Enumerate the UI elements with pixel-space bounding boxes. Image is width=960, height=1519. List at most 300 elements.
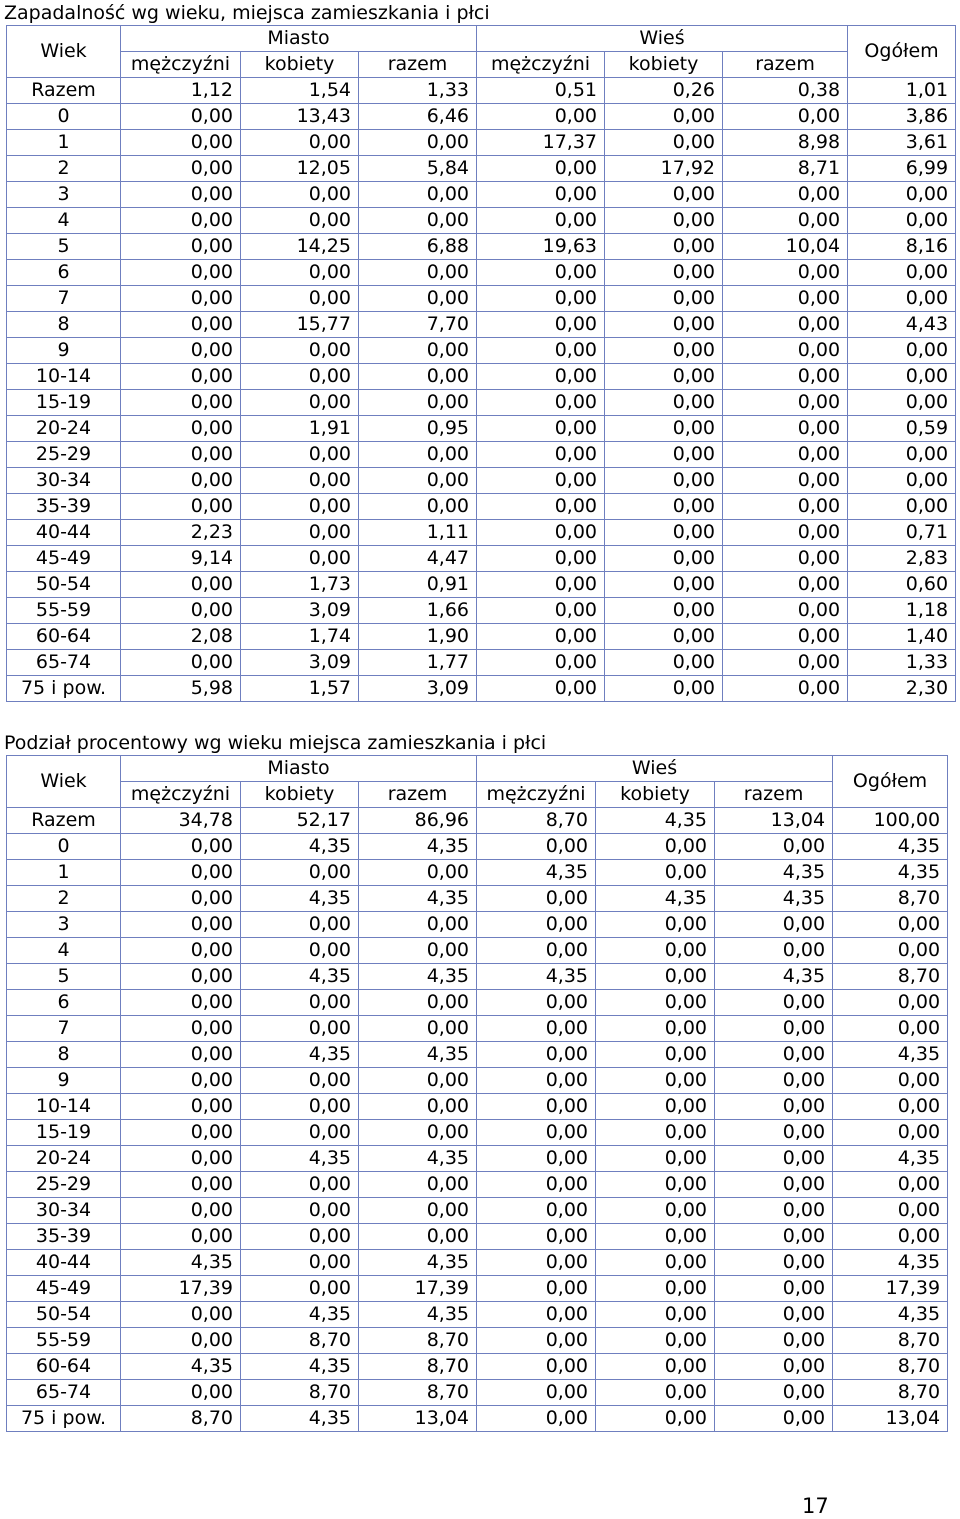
value-cell: 0,00	[477, 1224, 596, 1250]
value-cell: 0,00	[121, 312, 241, 338]
value-cell: 0,00	[121, 860, 241, 886]
age-group-cell: 75 i pow.	[7, 1406, 121, 1432]
value-cell: 0,00	[833, 990, 948, 1016]
header-village-sum: razem	[723, 52, 848, 78]
value-cell: 0,00	[477, 676, 605, 702]
value-cell: 8,70	[121, 1406, 241, 1432]
value-cell: 0,95	[359, 416, 477, 442]
value-cell: 0,00	[121, 834, 241, 860]
value-cell: 0,00	[596, 1198, 715, 1224]
header-village-women: kobiety	[596, 782, 715, 808]
value-cell: 0,00	[477, 1198, 596, 1224]
value-cell: 1,91	[241, 416, 359, 442]
table-row	[7, 1302, 948, 1328]
value-cell: 4,35	[715, 860, 833, 886]
value-cell: 0,00	[121, 130, 241, 156]
value-cell: 0,00	[359, 338, 477, 364]
value-cell: 0,00	[833, 1094, 948, 1120]
value-cell: 0,00	[715, 1146, 833, 1172]
value-cell: 19,63	[477, 234, 605, 260]
value-cell: 4,35	[121, 1354, 241, 1380]
header-village: Wieś	[477, 756, 833, 782]
header-village: Wieś	[477, 26, 848, 52]
table-row	[7, 990, 948, 1016]
value-cell: 0,00	[477, 468, 605, 494]
table-row	[7, 1146, 948, 1172]
value-cell: 4,35	[359, 1146, 477, 1172]
age-group-cell: 35-39	[7, 1224, 121, 1250]
value-cell: 0,00	[723, 624, 848, 650]
age-group-cell: 0	[7, 104, 121, 130]
table-row	[7, 104, 956, 130]
value-cell: 0,00	[241, 520, 359, 546]
value-cell: 0,00	[715, 1042, 833, 1068]
value-cell: 1,40	[848, 624, 956, 650]
percentage-table	[6, 755, 948, 1432]
table-row	[7, 312, 956, 338]
value-cell: 0,00	[715, 834, 833, 860]
value-cell: 17,39	[833, 1276, 948, 1302]
value-cell: 8,70	[477, 808, 596, 834]
age-group-cell: 0	[7, 834, 121, 860]
age-group-cell: 40-44	[7, 1250, 121, 1276]
value-cell: 0,00	[121, 964, 241, 990]
value-cell: 1,77	[359, 650, 477, 676]
value-cell: 0,00	[848, 442, 956, 468]
table-row	[7, 520, 956, 546]
value-cell: 0,00	[241, 1120, 359, 1146]
value-cell: 0,00	[477, 520, 605, 546]
age-group-cell: 3	[7, 912, 121, 938]
value-cell: 86,96	[359, 808, 477, 834]
value-cell: 4,35	[596, 886, 715, 912]
value-cell: 0,00	[605, 624, 723, 650]
value-cell: 0,00	[605, 234, 723, 260]
value-cell: 8,70	[833, 1380, 948, 1406]
value-cell: 0,00	[723, 650, 848, 676]
value-cell: 52,17	[241, 808, 359, 834]
value-cell: 0,00	[715, 1406, 833, 1432]
value-cell: 4,35	[715, 964, 833, 990]
table-row	[7, 938, 948, 964]
value-cell: 0,00	[723, 338, 848, 364]
value-cell: 0,00	[715, 1094, 833, 1120]
value-cell: 0,00	[121, 650, 241, 676]
age-group-cell: 7	[7, 1016, 121, 1042]
value-cell: 0,00	[723, 390, 848, 416]
table-row	[7, 364, 956, 390]
value-cell: 1,73	[241, 572, 359, 598]
value-cell: 0,00	[477, 1380, 596, 1406]
table-row	[7, 390, 956, 416]
value-cell: 0,00	[605, 598, 723, 624]
value-cell: 0,00	[605, 338, 723, 364]
value-cell: 0,00	[848, 390, 956, 416]
value-cell: 0,00	[596, 834, 715, 860]
table-row	[7, 546, 956, 572]
value-cell: 0,00	[715, 1016, 833, 1042]
age-group-cell: Razem	[7, 78, 121, 104]
value-cell: 17,39	[359, 1276, 477, 1302]
table-row	[7, 1354, 948, 1380]
value-cell: 0,00	[477, 390, 605, 416]
value-cell: 4,35	[241, 1302, 359, 1328]
value-cell: 0,00	[605, 286, 723, 312]
table-row	[7, 494, 956, 520]
value-cell: 0,00	[121, 442, 241, 468]
value-cell: 0,00	[359, 208, 477, 234]
age-group-cell: 30-34	[7, 468, 121, 494]
value-cell: 4,35	[833, 1042, 948, 1068]
value-cell: 0,00	[715, 938, 833, 964]
value-cell: 3,61	[848, 130, 956, 156]
value-cell: 0,00	[359, 1120, 477, 1146]
value-cell: 0,00	[723, 364, 848, 390]
value-cell: 0,00	[477, 286, 605, 312]
value-cell: 34,78	[121, 808, 241, 834]
value-cell: 0,00	[477, 494, 605, 520]
value-cell: 0,59	[848, 416, 956, 442]
value-cell: 0,00	[121, 156, 241, 182]
value-cell: 0,00	[596, 1224, 715, 1250]
table-row	[7, 208, 956, 234]
value-cell: 0,00	[121, 416, 241, 442]
value-cell: 0,00	[848, 494, 956, 520]
value-cell: 0,00	[121, 1302, 241, 1328]
value-cell: 13,43	[241, 104, 359, 130]
value-cell: 0,00	[723, 494, 848, 520]
age-group-cell: 45-49	[7, 1276, 121, 1302]
value-cell: 5,98	[121, 676, 241, 702]
table-row	[7, 234, 956, 260]
value-cell: 0,00	[121, 494, 241, 520]
value-cell: 0,00	[121, 364, 241, 390]
table-row	[7, 1406, 948, 1432]
value-cell: 0,00	[121, 104, 241, 130]
value-cell: 0,00	[477, 1068, 596, 1094]
value-cell: 0,00	[241, 442, 359, 468]
value-cell: 17,92	[605, 156, 723, 182]
age-group-cell: Razem	[7, 808, 121, 834]
age-group-cell: 35-39	[7, 494, 121, 520]
value-cell: 4,35	[359, 1042, 477, 1068]
value-cell: 0,00	[723, 260, 848, 286]
value-cell: 6,99	[848, 156, 956, 182]
age-group-cell: 6	[7, 990, 121, 1016]
value-cell: 0,00	[241, 546, 359, 572]
value-cell: 0,00	[359, 390, 477, 416]
value-cell: 0,00	[359, 860, 477, 886]
value-cell: 0,00	[121, 572, 241, 598]
value-cell: 0,00	[477, 598, 605, 624]
value-cell: 8,70	[241, 1380, 359, 1406]
value-cell: 0,00	[241, 364, 359, 390]
value-cell: 0,00	[121, 990, 241, 1016]
value-cell: 0,00	[605, 260, 723, 286]
value-cell: 1,74	[241, 624, 359, 650]
value-cell: 0,00	[596, 1250, 715, 1276]
value-cell: 9,14	[121, 546, 241, 572]
incidence-table-title: Zapadalność wg wieku, miejsca zamieszkania i płci	[4, 2, 490, 24]
value-cell: 0,00	[477, 182, 605, 208]
table-row	[7, 1198, 948, 1224]
value-cell: 0,00	[241, 494, 359, 520]
value-cell: 0,00	[121, 208, 241, 234]
value-cell: 0,00	[596, 1068, 715, 1094]
value-cell: 0,00	[723, 312, 848, 338]
value-cell: 4,35	[833, 834, 948, 860]
age-group-cell: 55-59	[7, 598, 121, 624]
value-cell: 0,00	[833, 1016, 948, 1042]
table-row	[7, 442, 956, 468]
value-cell: 7,70	[359, 312, 477, 338]
value-cell: 0,00	[605, 468, 723, 494]
value-cell: 0,00	[241, 860, 359, 886]
value-cell: 0,00	[596, 1172, 715, 1198]
value-cell: 4,35	[241, 1042, 359, 1068]
value-cell: 0,00	[715, 1380, 833, 1406]
value-cell: 4,35	[833, 1302, 948, 1328]
value-cell: 4,43	[848, 312, 956, 338]
percentage-table-title: Podział procentowy wg wieku miejsca zamieszkania i płci	[4, 732, 547, 754]
value-cell: 0,00	[605, 364, 723, 390]
value-cell: 0,00	[833, 912, 948, 938]
value-cell: 0,00	[121, 260, 241, 286]
value-cell: 0,00	[596, 1354, 715, 1380]
value-cell: 0,00	[477, 1172, 596, 1198]
value-cell: 0,00	[477, 1120, 596, 1146]
value-cell: 0,00	[596, 1094, 715, 1120]
age-group-cell: 2	[7, 886, 121, 912]
value-cell: 4,35	[596, 808, 715, 834]
table-row	[7, 130, 956, 156]
value-cell: 0,00	[477, 1354, 596, 1380]
value-cell: 0,00	[359, 182, 477, 208]
value-cell: 0,00	[359, 130, 477, 156]
value-cell: 0,00	[605, 546, 723, 572]
value-cell: 3,86	[848, 104, 956, 130]
value-cell: 0,00	[715, 1276, 833, 1302]
value-cell: 0,00	[121, 912, 241, 938]
value-cell: 3,09	[359, 676, 477, 702]
incidence-table-body	[7, 78, 956, 702]
value-cell: 0,00	[833, 1172, 948, 1198]
value-cell: 0,00	[605, 494, 723, 520]
value-cell: 4,35	[241, 1354, 359, 1380]
value-cell: 8,70	[833, 964, 948, 990]
value-cell: 0,00	[359, 260, 477, 286]
value-cell: 0,00	[121, 1068, 241, 1094]
value-cell: 1,12	[121, 78, 241, 104]
value-cell: 0,00	[477, 338, 605, 364]
value-cell: 0,00	[241, 130, 359, 156]
value-cell: 0,00	[477, 990, 596, 1016]
value-cell: 8,98	[723, 130, 848, 156]
value-cell: 0,00	[723, 416, 848, 442]
value-cell: 0,00	[477, 364, 605, 390]
value-cell: 0,00	[833, 1224, 948, 1250]
table-row	[7, 156, 956, 182]
value-cell: 0,00	[605, 572, 723, 598]
value-cell: 0,71	[848, 520, 956, 546]
value-cell: 4,35	[833, 860, 948, 886]
value-cell: 4,35	[359, 1302, 477, 1328]
value-cell: 0,00	[596, 860, 715, 886]
age-group-cell: 9	[7, 1068, 121, 1094]
value-cell: 0,00	[477, 1146, 596, 1172]
value-cell: 4,35	[241, 1146, 359, 1172]
value-cell: 13,04	[715, 808, 833, 834]
value-cell: 0,00	[121, 1146, 241, 1172]
value-cell: 0,00	[596, 1042, 715, 1068]
value-cell: 0,00	[833, 1120, 948, 1146]
value-cell: 0,00	[241, 1224, 359, 1250]
value-cell: 0,00	[715, 990, 833, 1016]
age-group-cell: 55-59	[7, 1328, 121, 1354]
table-row	[7, 1094, 948, 1120]
age-group-cell: 25-29	[7, 442, 121, 468]
value-cell: 0,00	[359, 1016, 477, 1042]
value-cell: 0,00	[121, 1016, 241, 1042]
value-cell: 0,00	[241, 1016, 359, 1042]
value-cell: 0,00	[596, 964, 715, 990]
header-city: Miasto	[121, 756, 477, 782]
age-group-cell: 15-19	[7, 390, 121, 416]
value-cell: 1,18	[848, 598, 956, 624]
value-cell: 8,71	[723, 156, 848, 182]
value-cell: 0,00	[723, 676, 848, 702]
value-cell: 0,00	[477, 938, 596, 964]
value-cell: 0,00	[723, 104, 848, 130]
value-cell: 4,35	[359, 834, 477, 860]
value-cell: 0,00	[359, 286, 477, 312]
value-cell: 0,00	[848, 208, 956, 234]
age-group-cell: 65-74	[7, 1380, 121, 1406]
value-cell: 0,00	[241, 1276, 359, 1302]
value-cell: 0,00	[477, 886, 596, 912]
percentage-table-body	[7, 808, 948, 1432]
header-city-men: mężczyźni	[121, 52, 241, 78]
value-cell: 15,77	[241, 312, 359, 338]
value-cell: 1,90	[359, 624, 477, 650]
value-cell: 6,88	[359, 234, 477, 260]
value-cell: 0,00	[848, 364, 956, 390]
value-cell: 2,08	[121, 624, 241, 650]
value-cell: 0,00	[715, 1224, 833, 1250]
age-group-cell: 25-29	[7, 1172, 121, 1198]
value-cell: 0,00	[359, 364, 477, 390]
value-cell: 0,00	[121, 1120, 241, 1146]
age-group-cell: 8	[7, 312, 121, 338]
value-cell: 0,00	[241, 182, 359, 208]
value-cell: 0,00	[241, 338, 359, 364]
table-row	[7, 624, 956, 650]
age-group-cell: 65-74	[7, 650, 121, 676]
value-cell: 17,39	[121, 1276, 241, 1302]
header-city-sum: razem	[359, 782, 477, 808]
age-group-cell: 9	[7, 338, 121, 364]
value-cell: 0,00	[241, 260, 359, 286]
age-group-cell: 40-44	[7, 520, 121, 546]
value-cell: 0,00	[723, 520, 848, 546]
value-cell: 4,35	[359, 886, 477, 912]
value-cell: 0,00	[596, 990, 715, 1016]
value-cell: 0,00	[121, 390, 241, 416]
table-row	[7, 1276, 948, 1302]
value-cell: 0,00	[359, 1172, 477, 1198]
value-cell: 0,26	[605, 78, 723, 104]
age-group-cell: 50-54	[7, 1302, 121, 1328]
value-cell: 8,70	[833, 1328, 948, 1354]
age-group-cell: 6	[7, 260, 121, 286]
value-cell: 14,25	[241, 234, 359, 260]
table-row	[7, 598, 956, 624]
value-cell: 0,00	[848, 182, 956, 208]
table-row	[7, 1224, 948, 1250]
value-cell: 1,54	[241, 78, 359, 104]
table-row	[7, 1172, 948, 1198]
value-cell: 13,04	[833, 1406, 948, 1432]
value-cell: 0,00	[596, 1302, 715, 1328]
table-row	[7, 1250, 948, 1276]
value-cell: 0,00	[241, 208, 359, 234]
value-cell: 0,00	[723, 572, 848, 598]
value-cell: 0,00	[715, 1120, 833, 1146]
value-cell: 5,84	[359, 156, 477, 182]
age-group-cell: 5	[7, 964, 121, 990]
value-cell: 0,00	[596, 1276, 715, 1302]
value-cell: 4,35	[121, 1250, 241, 1276]
value-cell: 0,38	[723, 78, 848, 104]
value-cell: 100,00	[833, 808, 948, 834]
value-cell: 0,00	[241, 1172, 359, 1198]
value-cell: 0,91	[359, 572, 477, 598]
value-cell: 13,04	[359, 1406, 477, 1432]
value-cell: 0,00	[477, 260, 605, 286]
value-cell: 0,00	[121, 1224, 241, 1250]
table-row	[7, 468, 956, 494]
value-cell: 0,00	[121, 1172, 241, 1198]
table-row	[7, 676, 956, 702]
table-row	[7, 834, 948, 860]
value-cell: 0,00	[121, 468, 241, 494]
value-cell: 0,00	[477, 416, 605, 442]
value-cell: 4,47	[359, 546, 477, 572]
table-row	[7, 78, 956, 104]
incidence-table	[6, 25, 956, 702]
value-cell: 0,00	[477, 834, 596, 860]
value-cell: 0,00	[477, 208, 605, 234]
age-group-cell: 10-14	[7, 364, 121, 390]
age-group-cell: 50-54	[7, 572, 121, 598]
table-row	[7, 912, 948, 938]
header-village-sum: razem	[715, 782, 833, 808]
header-village-men: mężczyźni	[477, 782, 596, 808]
age-group-cell: 75 i pow.	[7, 676, 121, 702]
value-cell: 0,00	[121, 1380, 241, 1406]
value-cell: 0,00	[477, 1302, 596, 1328]
value-cell: 0,00	[477, 912, 596, 938]
value-cell: 0,00	[477, 1250, 596, 1276]
age-group-cell: 3	[7, 182, 121, 208]
age-group-cell: 2	[7, 156, 121, 182]
value-cell: 0,00	[241, 1250, 359, 1276]
value-cell: 0,60	[848, 572, 956, 598]
value-cell: 0,00	[121, 1328, 241, 1354]
value-cell: 0,00	[723, 182, 848, 208]
value-cell: 0,00	[723, 598, 848, 624]
value-cell: 4,35	[715, 886, 833, 912]
